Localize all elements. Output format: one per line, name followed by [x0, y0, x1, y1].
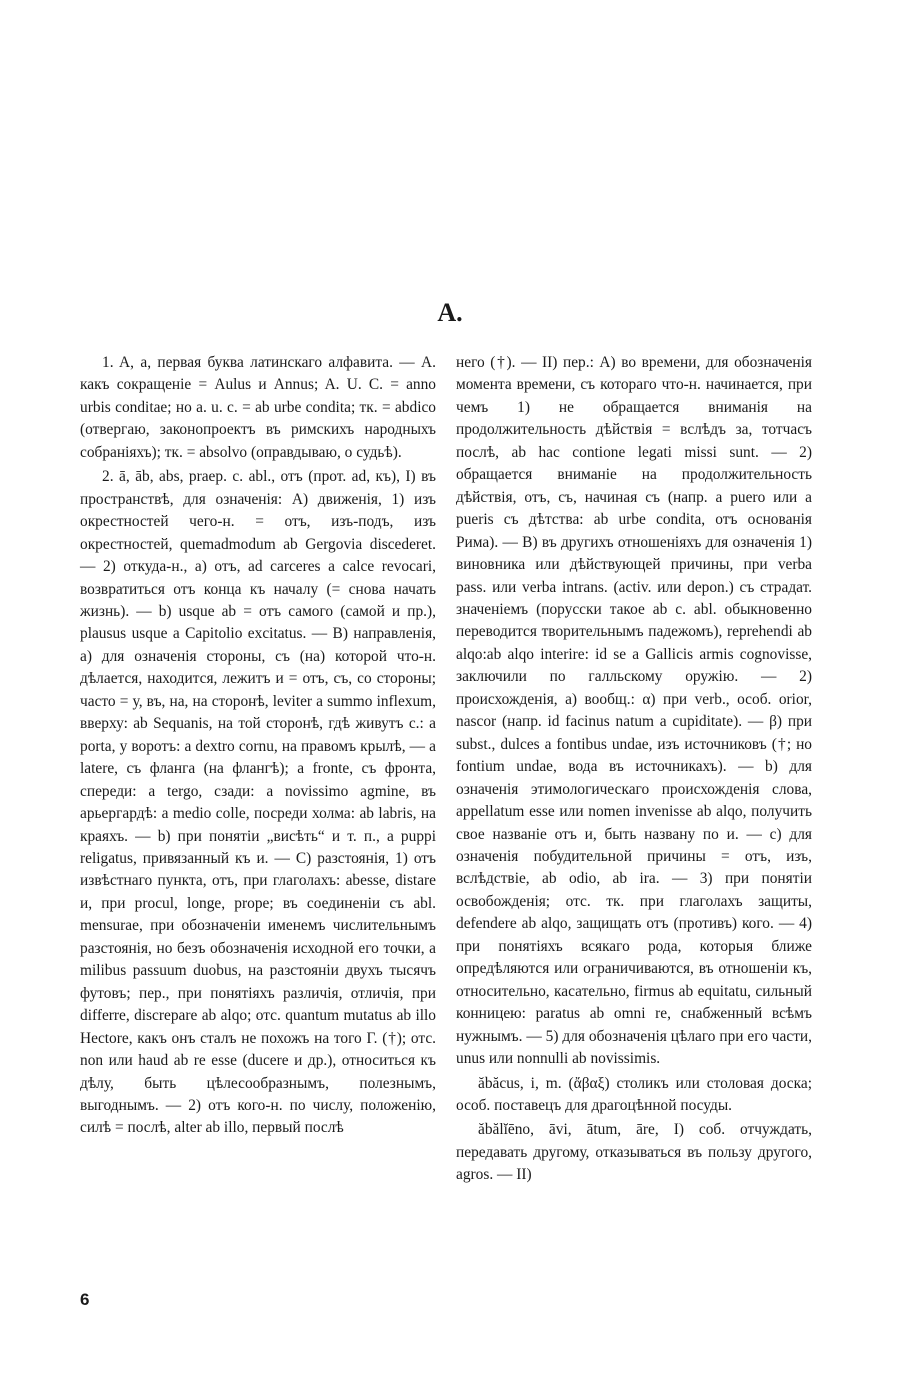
- entry-2-ab: 2. ā, āb, abs, praep. c. abl., отъ (прот. ad, къ), I) въ пространствѣ, для означенія: A) движенія, 1) изъ окрестностей чего-н. = отъ, изъ-подъ, изъ окрестностей, quemadmodum ab Gergovia discederet. — 2) откуда-н., a) отъ, ad carceres a calce revocari, возвратиться отъ конца къ началу (= снова начать жизнь). — b) usque ab = отъ самого (самой и пр.), plausus usque a Capitolio excitatus. — B) направленія, a) для означенія стороны, съ (на) которой что-н. дѣлается, находится, лежитъ и = отъ, съ, со стороны; часто = у, въ, на, на сторонѣ, leviter a summo inflexum, вверху: ab Sequanis, на той сторонѣ, гдѣ живутъ с.: a porta, у воротъ: a dextro cornu, на правомъ крылѣ, — a latere, съ фланга (на флангѣ); a fronte, съ фронта, спереди: a tergo, сзади: a novissimo agmine, въ арьергардѣ: a medio colle, посреди холма: ab labris, на краяхъ. — b) при понятіи „висѣть“ и т. п., a puppi religatus, привязанный къ и. — C) разстоянія, 1) отъ извѣстнаго пункта, отъ, при глаголахъ: abesse, distare и, при procul, longe, prope; въ соединеніи съ abl. mensurae, при обозначеніи именемъ числительнымъ разстоянія, но безъ обозначенія исходной его точки, a milibus passuum duobus, на разстояніи двухъ тысячъ футовъ; пер., при понятіяхъ различія, отличія, при differre, discrepare ab alqo; отс. quantum mutatus ab illo Hectore, какъ онъ сталъ не похожъ на того Г. (†); отс. non или haud ab re esse (ducere и др.), относиться къ дѣлу, быть цѣлесообразнымъ, полезнымъ, выгоднымъ. — 2) отъ кого-н. по числу, положенію, силѣ = послѣ, alter ab illo, первый послѣ: [80, 468, 436, 1137]
- left-column: [80, 352, 436, 1140]
- entry-2-ab-continued: него (†). — II) пер.: A) во времени, для обозначенія момента времени, съ котораго что-н. начинается, при чемъ 1) не обращается вниманія на продолжительность дѣйствія = вслѣдъ за, тотчасъ послѣ, ab hac contione legati missi sunt. — 2) обращается вниманіе на продолжительность дѣйствія, отъ, съ, начиная съ (напр. a puero или a pueris съ дѣтства: ab urbe condita, отъ основанія Рима). — B) въ другихъ отношеніяхъ для означенія 1) виновника или дѣйствующей причины, при verba pass. или verba intrans. (activ. или depon.) съ страдат. значеніемъ (порусски такое ab c. abl. обыкновенно переводится творительнымъ падежомъ), reprehendi ab alqo:ab alqo interire: id se a Gallicis armis cognovisse, заключили по галльскому оружію. — 2) происхожденія, a) вообщ.: α) при verb., особ. orior, nascor (напр. id facinus natum a cupiditate). — β) при subst., dulces a fontibus undae, изъ источниковъ (†; но fontium undae, вода въ источникахъ). — b) для означенія этимологическаго происхожденія слова, appellatum esse или nomen invenisse ab alqo, получить свое названіе отъ и, быть названу по и. — c) для означенія побудительной причины = отъ, изъ, вслѣдствіе, ab odio, ab ira. — 3) при понятіи освобожденія; отс. тк. при глаголахъ защиты, defendere ab alqo, защищать отъ (противъ) кого. — 4) при понятіяхъ всякаго рода, которыя ближе опредѣляются или ограничиваются, въ отношеніи къ, относительно, касательно, firmus ab equitatu, сильный конницею: paratus ab omni re, снабженный всѣмъ нужнымъ. — 5) для обозначенія цѣлаго при его части, unus или nonnulli ab novissimis.: [456, 354, 812, 1068]
- entry-abalieno: ăbălĭēno, āvi, ātum, āre, I) соб. отчуждать, передавать другому, отказываться въ пользу другого, agros. — II): [456, 1121, 812, 1184]
- entry-1-a: 1. A, a, первая буква латинскаго алфавита. — А. какъ сокращеніе = Aulus и Annus; A. U. C. = anno urbis conditae; но a. u. c. = ab urbe condita; тк. = abdico (отвергаю, законопроектъ въ римскихъ народныхъ собраніяхъ); тк. = absolvo (оправдываю, о судьѣ).: [80, 354, 436, 461]
- page-number: 6: [80, 1290, 90, 1309]
- right-column: [456, 352, 812, 1187]
- section-heading: А.: [437, 298, 463, 327]
- entry-abacus: ăbăcus, i, m. (ἄβαξ) столикъ или столовая доска; особ. поставецъ для драгоцѣнной посуды.: [456, 1074, 812, 1114]
